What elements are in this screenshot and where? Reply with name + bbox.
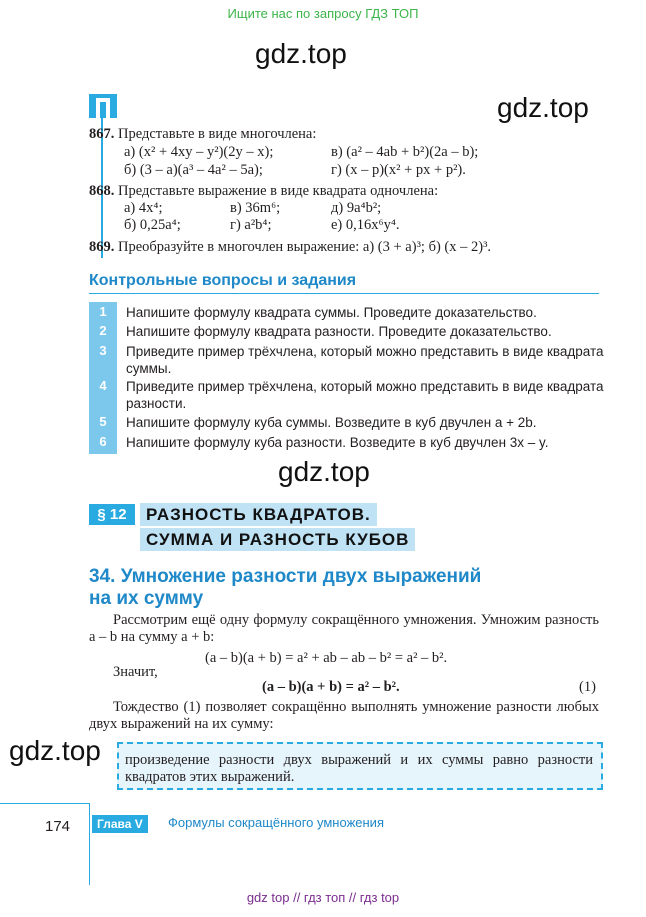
- footer-divider: [0, 803, 90, 804]
- question-text: Приведите пример трёхчлена, который можно представить в виде квадрата суммы.: [126, 344, 604, 376]
- exercise-869: [89, 239, 491, 256]
- question-number: 6: [99, 434, 107, 449]
- exercise-number: 867.: [89, 126, 115, 142]
- formula: (a – b)(a + b) = a² + ab – ab – b² = a² – b².: [205, 650, 448, 666]
- watermark: gdz.top: [497, 92, 589, 123]
- question-number: 4: [99, 378, 107, 393]
- exercise-item: д) 9a⁴b²;: [331, 200, 382, 216]
- watermark: gdz.top: [255, 38, 347, 69]
- exercise-item: а) 4x⁴;: [124, 200, 163, 216]
- chapter-badge: Глава V: [92, 815, 148, 833]
- paragraph-title-line2: СУММА И РАЗНОСТЬ КУБОВ: [140, 528, 415, 551]
- paragraph-title-line1: РАЗНОСТЬ КВАДРАТОВ.: [140, 503, 377, 526]
- body-paragraph: Тождество (1) позволяет сокращённо выполнять умножение разности любых двух выражений на их сумму:: [89, 699, 599, 732]
- control-questions-title: Контрольные вопросы и задания: [89, 272, 357, 289]
- exercise-task: Представьте выражение в виде квадрата одночлена:: [118, 183, 439, 199]
- body-paragraph: Рассмотрим ещё одну формулу сокращённого умножения. Умножим разность a – b на сумму a + b:: [89, 612, 599, 645]
- exercise-item: в) 36m⁶;: [230, 200, 281, 216]
- practice-marker-icon: [89, 94, 117, 118]
- question-text: Приведите пример трёхчлена, который можно представить в виде квадрата разности.: [126, 379, 604, 411]
- question-number: 5: [99, 414, 107, 429]
- question-number: 2: [99, 323, 107, 338]
- question-text: Напишите формулу куба суммы. Возведите в куб двучлен a + 2b.: [126, 415, 537, 430]
- exercise-item: в) (a² – 4ab + b²)(2a – b);: [331, 144, 479, 160]
- exercise-item: г) (x – p)(x² + px + p²).: [331, 162, 466, 178]
- question-number: 3: [99, 343, 107, 358]
- formula-number: (1): [579, 679, 596, 695]
- exercise-item: е) 0,16x⁶y⁴.: [331, 217, 400, 233]
- exercise-item: б) (3 – a)(a³ – 4a² – 5a);: [124, 162, 263, 178]
- formula-main: (a – b)(a + b) = a² – b².: [262, 679, 400, 695]
- divider: [89, 293, 599, 294]
- section-title-line1: 34. Умножение разности двух выражений: [89, 566, 482, 587]
- rule-text: произведение разности двух выражений и их суммы равно разности квадратов этих выражений.: [125, 752, 593, 785]
- paragraph-number: § 12: [89, 504, 135, 525]
- exercise-item: б) 0,25a⁴;: [124, 217, 181, 233]
- exercise-number: 869.: [89, 239, 115, 255]
- watermark: gdz.top: [278, 456, 370, 487]
- exercise-task: Представьте в виде многочлена:: [118, 126, 317, 142]
- bottom-links[interactable]: gdz top // гдз топ // гдз top: [246, 890, 400, 905]
- body-text: Значит,: [113, 664, 158, 680]
- exercise-item: г) a²b⁴;: [230, 217, 272, 233]
- watermark: gdz.top: [9, 735, 101, 766]
- question-text: Напишите формулу квадрата суммы. Проведите доказательство.: [126, 305, 537, 320]
- section-title-line2: на их сумму: [89, 588, 204, 609]
- question-text: Напишите формулу куба разности. Возведите в куб двучлен 3x – y.: [126, 435, 549, 450]
- exercise-item: а) (x² + 4xy – y²)(2y – x);: [124, 144, 274, 160]
- footer-divider: [89, 803, 90, 885]
- question-number: 1: [99, 304, 107, 319]
- exercise-number: 868.: [89, 183, 115, 199]
- exercise-868-header: [89, 183, 438, 200]
- top-banner[interactable]: Ищите нас по запросу ГДЗ ТОП: [227, 6, 419, 21]
- exercise-867-header: [89, 126, 316, 143]
- chapter-title: Формулы сокращённого умножения: [168, 815, 384, 830]
- question-text: Напишите формулу квадрата разности. Проведите доказательство.: [126, 324, 552, 339]
- page-number: 174: [45, 818, 71, 835]
- exercise-task: Преобразуйте в многочлен выражение: а) (3 + a)³; б) (x – 2)³.: [118, 239, 492, 255]
